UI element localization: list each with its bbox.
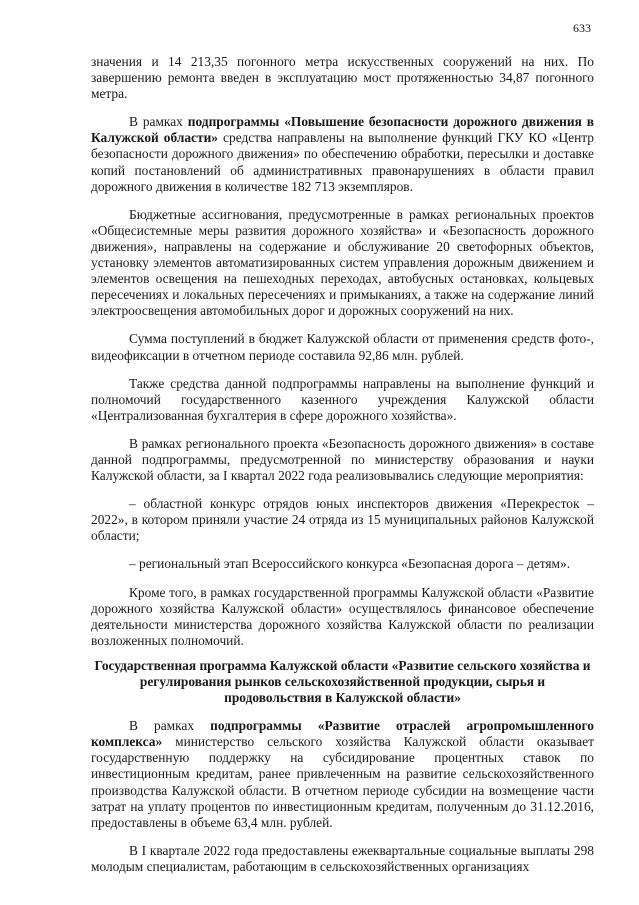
- paragraph-text: министерство сельского хозяйства Калужской области оказывает государственную поддержку на субсидирование процентных ставок по инвестиционным кредитам, ранее привлеченным на развитие сельскохозяйственного производства Калужской области. В отчетном периоде субсидии на возмещение части затрат на уплату процентов по инвестиционным кредитам, полученным до 31.12.2016, предоставлены в объеме 63,4 млн. рублей.: [91, 734, 594, 830]
- list-item: – региональный этап Всероссийского конкурса «Безопасная дорога – детям».: [129, 556, 571, 572]
- paragraph: Бюджетные ассигнования, предусмотренные в рамках региональных проектов «Общесистемные меры развития дорожного хозяйства» и «Безопасность дорожного движения», направлены на содержание и обслуживание 20 светофорных объектов, установку элементов автоматизированных систем управления дорожным движением и элементов освещения на пешеходных переходах, автобусных остановках, кольцевых пересечениях и локальных пересечениях и примыканиях, а также на содержание линий электроосвещения автомобильных дорог и дорожных сооружений на них.: [91, 206, 594, 319]
- page-number: 633: [573, 21, 591, 35]
- paragraph: В рамках регионального проекта «Безопасность дорожного движения» в составе данной подпрограммы, предусмотренной по министерству образования и науки Калужской области, за I квартал 2022 года реализовывались следующие мероприятия:: [91, 435, 594, 484]
- paragraph: В I квартале 2022 года предоставлены ежеквартальные социальные выплаты 298 молодым специалистам, работающим в сельскохозяйственных организациях: [91, 842, 594, 874]
- list-item: – областной конкурс отрядов юных инспекторов движения «Перекресток – 2022», в котором приняли участие 24 отряда из 15 муниципальных районов Калужской области;: [91, 496, 594, 544]
- paragraph: Кроме того, в рамках государственной программы Калужской области «Развитие дорожного хозяйства Калужской области» осуществлялось финансовое обеспечение деятельности министерства дорожного хозяйства Калужской области по реализации возложенных полномочий.: [91, 584, 594, 648]
- subprogram-title: подпрограммы «Повышение безопасности дорожного движения в Калужской области»: [91, 114, 594, 146]
- section-heading: Государственная программа Калужской области «Развитие сельского хозяйства и регулирования рынков сельскохозяйственной продукции, сырья и продовольствия в Калужской области»: [94, 657, 591, 706]
- document-body: [91, 54, 594, 887]
- paragraph: Сумма поступлений в бюджет Калужской области от применения средств фото-, видеофиксации в отчетном периоде составила 92,86 млн. рублей.: [91, 331, 594, 363]
- paragraph: [91, 718, 594, 831]
- subprogram-title: подпрограммы «Развитие отраслей агропромышленного комплекса»: [91, 718, 594, 750]
- paragraph-text: В рамках: [129, 114, 188, 130]
- paragraph: значения и 14 213,35 погонного метра искусственных сооружений на них. По завершению ремонта введен в эксплуатацию мост протяженностью 34,87 погонного метра.: [91, 54, 594, 102]
- paragraph-text: средства направлены на выполнение функций ГКУ КО «Центр безопасности дорожного движения» по обеспечению обработки, пересылки и доставке копий постановлений об административных правонарушениях в области правил дорожного движения в количестве 182 713 экземпляров.: [91, 130, 594, 194]
- paragraph: Также средства данной подпрограммы направлены на выполнение функций и полномочий государственного казенного учреждения Калужской области «Централизованная бухгалтерия в сфере дорожного хозяйства».: [91, 375, 594, 423]
- paragraph-text: В рамках: [129, 718, 211, 734]
- paragraph: [91, 114, 594, 194]
